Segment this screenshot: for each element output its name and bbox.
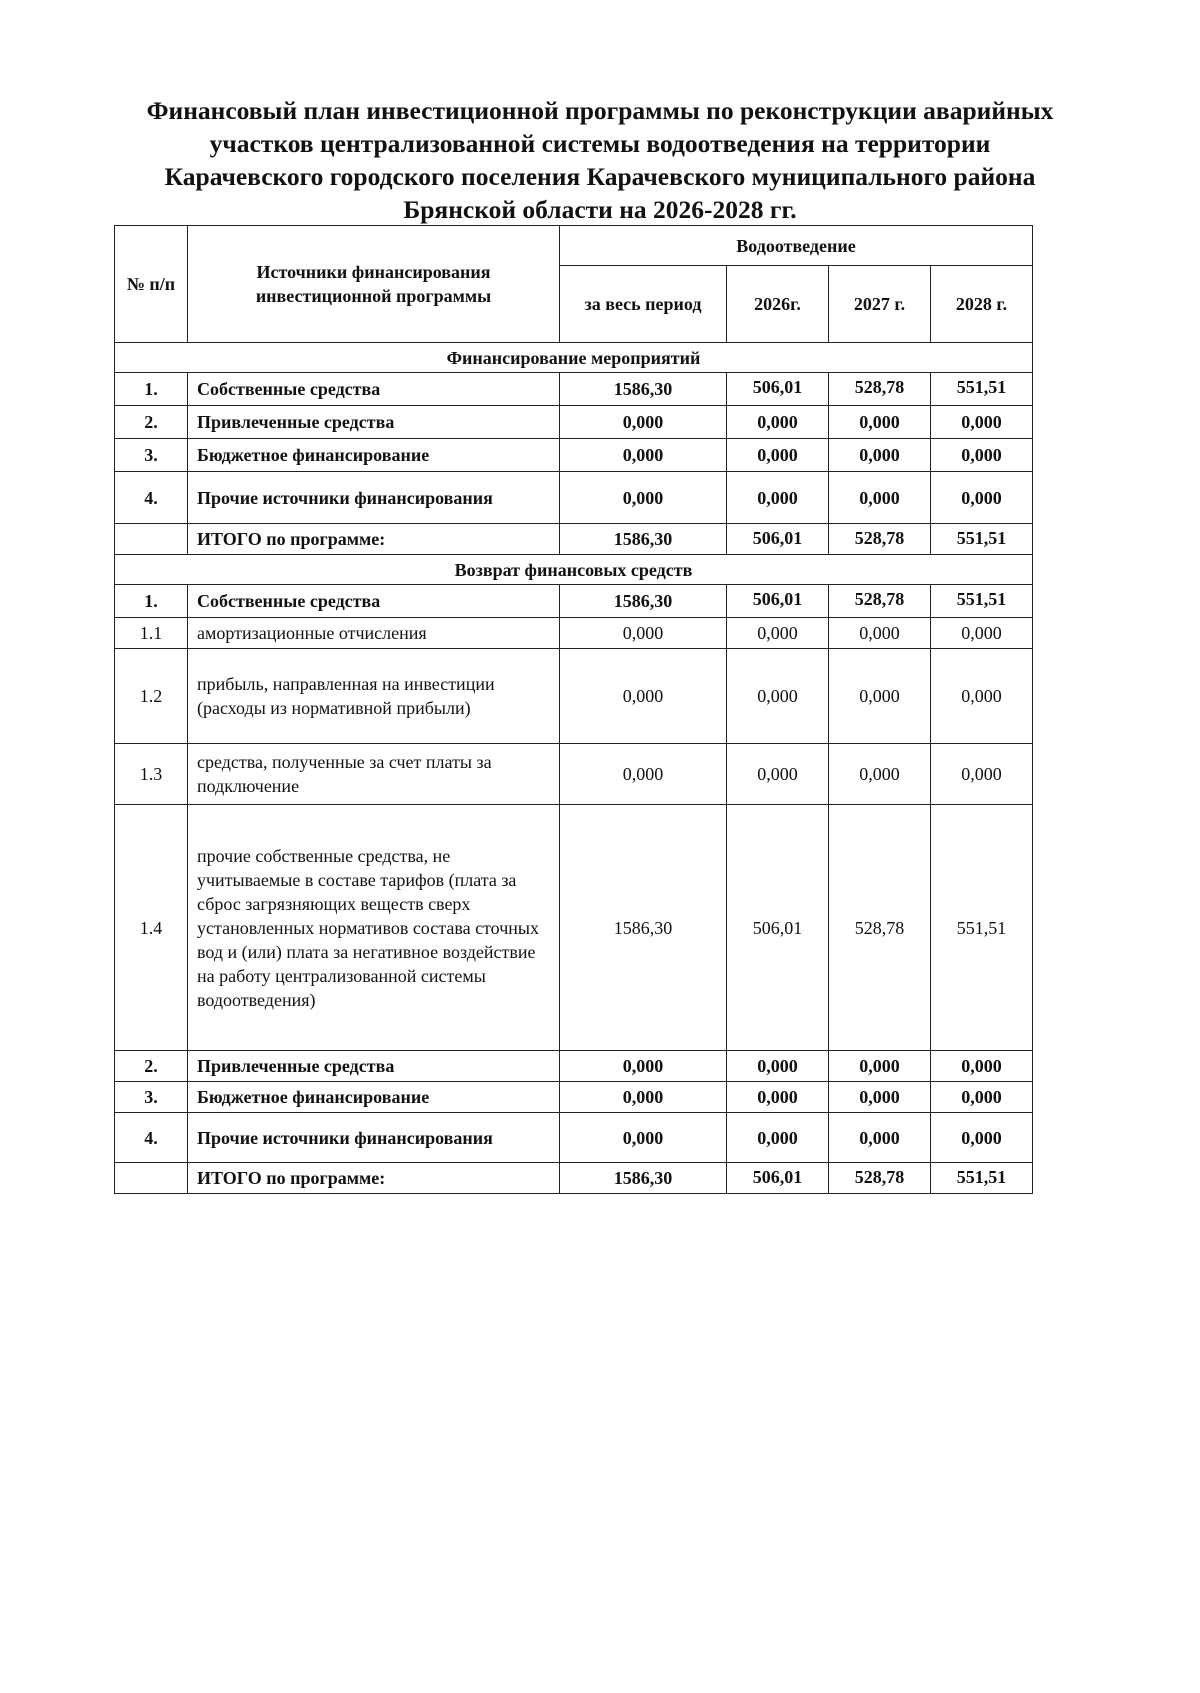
document-title [100, 94, 1100, 226]
row-label: ИТОГО по программе: [188, 524, 560, 555]
row-2028: 0,000 [931, 1082, 1033, 1113]
row-2027: 528,78 [829, 524, 931, 555]
title-line: Карачевского городского поселения Карачевского муниципального района [164, 162, 1036, 191]
row-2028: 0,000 [931, 472, 1033, 524]
row-2028: 0,000 [931, 744, 1033, 805]
row-label: прочие собственные средства, не учитываемые в составе тарифов (плата за сброс загрязняющих веществ сверх установленных нормативов состава сточных вод и (или) плата за негативное воздействие на работу централизованной системы водоотведения) [188, 805, 560, 1051]
row-label: средства, полученные за счет платы за подключение [188, 744, 560, 805]
row-num: 1.3 [115, 744, 188, 805]
row-2028: 551,51 [931, 373, 1033, 406]
row-2027: 528,78 [829, 1163, 931, 1194]
row-num: 2. [115, 406, 188, 439]
row-2028: 0,000 [931, 439, 1033, 472]
row-label: Собственные средства [188, 585, 560, 618]
row-2026: 0,000 [727, 1051, 829, 1082]
row-label: прибыль, направленная на инвестиции (расходы из нормативной прибыли) [188, 649, 560, 744]
row-2027: 0,000 [829, 406, 931, 439]
financial-plan-table [114, 225, 1033, 1194]
row-2028: 0,000 [931, 618, 1033, 649]
row-2026: 0,000 [727, 744, 829, 805]
row-total: 0,000 [560, 439, 727, 472]
row-num: 3. [115, 1082, 188, 1113]
header-num: № п/п [115, 226, 188, 343]
row-total: 1586,30 [560, 585, 727, 618]
row-2026: 506,01 [727, 373, 829, 406]
table-row [115, 1113, 1033, 1163]
table-row [115, 406, 1033, 439]
row-label: ИТОГО по программе: [188, 1163, 560, 1194]
row-2026: 0,000 [727, 439, 829, 472]
header-col-total: за весь период [560, 266, 727, 343]
row-label: Бюджетное финансирование [188, 439, 560, 472]
row-total: 0,000 [560, 1051, 727, 1082]
row-label: Собственные средства [188, 373, 560, 406]
row-2028: 0,000 [931, 649, 1033, 744]
header-col-2026: 2026г. [727, 266, 829, 343]
title-line: Брянской области на 2026-2028 гг. [403, 195, 797, 224]
table-row [115, 649, 1033, 744]
row-2027: 0,000 [829, 472, 931, 524]
header-col-2028: 2028 г. [931, 266, 1033, 343]
row-2028: 0,000 [931, 406, 1033, 439]
section-title: Возврат финансовых средств [115, 555, 1033, 585]
row-num: 1.2 [115, 649, 188, 744]
row-label: Прочие источники финансирования [188, 472, 560, 524]
table-row [115, 805, 1033, 1051]
row-2026: 0,000 [727, 618, 829, 649]
row-2028: 551,51 [931, 805, 1033, 1051]
table-row [115, 744, 1033, 805]
row-label: Прочие источники финансирования [188, 1113, 560, 1163]
row-2027: 528,78 [829, 585, 931, 618]
row-total: 0,000 [560, 649, 727, 744]
row-2026: 0,000 [727, 406, 829, 439]
row-2026: 0,000 [727, 472, 829, 524]
row-2026: 506,01 [727, 1163, 829, 1194]
row-2027: 0,000 [829, 744, 931, 805]
row-total: 0,000 [560, 472, 727, 524]
row-2028: 551,51 [931, 524, 1033, 555]
table-row [115, 472, 1033, 524]
row-total: 0,000 [560, 1113, 727, 1163]
row-total: 0,000 [560, 1082, 727, 1113]
row-total: 0,000 [560, 744, 727, 805]
row-num [115, 524, 188, 555]
section-header [115, 343, 1033, 373]
row-label: Бюджетное финансирование [188, 1082, 560, 1113]
header-col-2027: 2027 г. [829, 266, 931, 343]
row-2027: 528,78 [829, 373, 931, 406]
section-header [115, 555, 1033, 585]
row-total: 1586,30 [560, 805, 727, 1051]
row-2026: 0,000 [727, 1082, 829, 1113]
row-label: Привлеченные средства [188, 1051, 560, 1082]
row-label: амортизационные отчисления [188, 618, 560, 649]
row-label: Привлеченные средства [188, 406, 560, 439]
row-2026: 506,01 [727, 805, 829, 1051]
row-2027: 0,000 [829, 618, 931, 649]
table-row-total [115, 1163, 1033, 1194]
row-2028: 551,51 [931, 585, 1033, 618]
row-2027: 0,000 [829, 439, 931, 472]
table-row [115, 618, 1033, 649]
row-2026: 0,000 [727, 1113, 829, 1163]
title-line: Финансовый план инвестиционной программы по реконструкции аварийных [146, 96, 1054, 125]
row-2027: 0,000 [829, 1051, 931, 1082]
row-total: 0,000 [560, 618, 727, 649]
row-2026: 0,000 [727, 649, 829, 744]
row-2026: 506,01 [727, 585, 829, 618]
row-num [115, 1163, 188, 1194]
row-num: 1.4 [115, 805, 188, 1051]
row-num: 1.1 [115, 618, 188, 649]
header-source: Источники финансирования инвестиционной программы [188, 226, 560, 343]
row-num: 2. [115, 1051, 188, 1082]
row-total: 1586,30 [560, 1163, 727, 1194]
row-2026: 506,01 [727, 524, 829, 555]
row-2028: 551,51 [931, 1163, 1033, 1194]
row-2028: 0,000 [931, 1051, 1033, 1082]
row-total: 1586,30 [560, 524, 727, 555]
row-total: 0,000 [560, 406, 727, 439]
row-num: 1. [115, 585, 188, 618]
table-row-total [115, 524, 1033, 555]
row-2027: 0,000 [829, 649, 931, 744]
table-row [115, 585, 1033, 618]
row-2027: 0,000 [829, 1113, 931, 1163]
table-row [115, 1082, 1033, 1113]
table-row [115, 373, 1033, 406]
row-2027: 528,78 [829, 805, 931, 1051]
title-line: участков централизованной системы водоотведения на территории [209, 129, 991, 158]
row-total: 1586,30 [560, 373, 727, 406]
table-row [115, 1051, 1033, 1082]
table-row [115, 439, 1033, 472]
row-num: 4. [115, 1113, 188, 1163]
row-2027: 0,000 [829, 1082, 931, 1113]
section-title: Финансирование мероприятий [115, 343, 1033, 373]
row-num: 1. [115, 373, 188, 406]
header-group: Водоотведение [560, 226, 1033, 266]
row-2028: 0,000 [931, 1113, 1033, 1163]
row-num: 3. [115, 439, 188, 472]
row-num: 4. [115, 472, 188, 524]
